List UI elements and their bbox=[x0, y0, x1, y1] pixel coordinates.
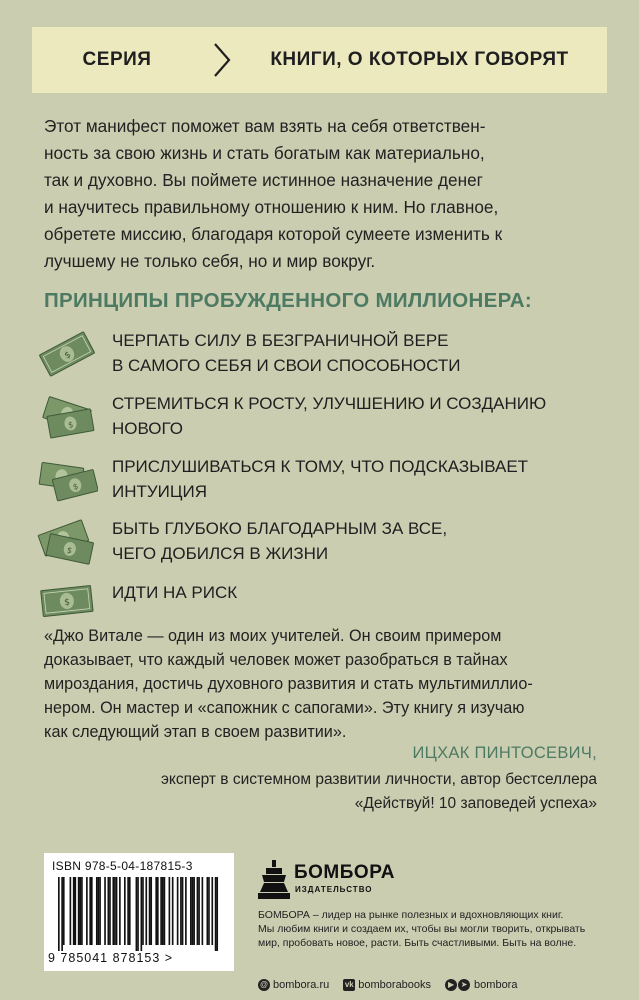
barcode-bar bbox=[129, 877, 131, 945]
principle-line: ЧЕГО ДОБИЛСЯ В ЖИЗНИ bbox=[112, 544, 329, 563]
barcode-bar bbox=[164, 877, 166, 945]
barcode-bar bbox=[63, 877, 65, 945]
barcode-bar bbox=[207, 877, 209, 945]
barcode bbox=[44, 853, 234, 971]
principle-item bbox=[36, 391, 606, 443]
barcode-bar bbox=[149, 877, 151, 945]
principle-line: ПРИСЛУШИВАТЬСЯ К ТОМУ, ЧТО ПОДСКАЗЫВАЕТ bbox=[112, 457, 529, 476]
barcode-bar bbox=[211, 877, 213, 945]
principle-line: ИНТУИЦИЯ bbox=[112, 482, 207, 501]
barcode-bar bbox=[190, 877, 192, 945]
barcode-bar bbox=[114, 877, 116, 945]
principles-title: ПРИНЦИПЫ ПРОБУЖДЕННОГО МИЛЛИОНЕРА: bbox=[44, 289, 533, 312]
principle-line: ЧЕРПАТЬ СИЛУ В БЕЗГРАНИЧНОЙ ВЕРЕ bbox=[112, 331, 449, 350]
barcode-bar bbox=[104, 877, 106, 945]
quote-line: «Джо Витале — один из моих учителей. Он своим примером bbox=[44, 627, 502, 645]
barcode-bar bbox=[157, 877, 159, 945]
dollar-bill-icon bbox=[36, 391, 98, 443]
barcode-bar bbox=[99, 877, 101, 945]
barcode-bar bbox=[145, 877, 147, 945]
barcode-bar bbox=[109, 877, 111, 945]
intro-line: лучшему не только себя, но и мир вокруг. bbox=[44, 251, 376, 271]
barcode-bar bbox=[79, 877, 81, 945]
barcode-bar bbox=[162, 877, 164, 945]
barcode-bar bbox=[89, 877, 91, 945]
chevron-right-icon bbox=[202, 40, 242, 80]
barcode-bar bbox=[61, 877, 63, 951]
principle-line: СТРЕМИТЬСЯ К РОСТУ, УЛУЧШЕНИЮ И СОЗДАНИЮ bbox=[112, 394, 547, 413]
barcode-bar bbox=[96, 877, 98, 945]
barcode-bar bbox=[127, 877, 129, 945]
social-other[interactable] bbox=[445, 979, 517, 991]
barcode-bar bbox=[98, 877, 100, 945]
publisher-subtitle: ИЗДАТЕЛЬСТВО bbox=[295, 885, 373, 894]
testimonial-quote bbox=[44, 624, 597, 744]
role-line: эксперт в системном развитии личности, автор бестселлера bbox=[160, 771, 597, 788]
principle-item bbox=[36, 516, 606, 568]
isbn-text: ISBN 978-5-04-187815-3 bbox=[52, 859, 193, 873]
barcode-bar bbox=[70, 877, 72, 945]
principle-line: БЫТЬ ГЛУБОКО БЛАГОДАРНЫМ ЗА ВСЕ, bbox=[112, 519, 448, 538]
site-label: bombora.ru bbox=[273, 979, 330, 991]
quote-author: ИЦХАК ПИНТОСЕВИЧ, bbox=[412, 744, 597, 762]
barcode-bar bbox=[198, 877, 200, 945]
bombora-logo-icon bbox=[258, 858, 290, 900]
barcode-bar bbox=[193, 877, 195, 945]
barcode-bar bbox=[81, 877, 83, 945]
barcode-bar bbox=[75, 877, 77, 945]
principle-line: В САМОГО СЕБЯ И СВОИ СПОСОБНОСТИ bbox=[112, 356, 461, 375]
intro-line: так и духовно. Вы поймете истинное назначение денег bbox=[44, 170, 483, 190]
publisher-description bbox=[258, 908, 588, 950]
principle-item bbox=[36, 328, 606, 380]
barcode-bar bbox=[141, 877, 143, 951]
principle-item bbox=[36, 454, 606, 506]
barcode-bar bbox=[215, 877, 217, 951]
barcode-bar bbox=[73, 877, 75, 945]
barcode-bar bbox=[197, 877, 199, 945]
svg-text:$: $ bbox=[72, 481, 80, 492]
barcode-bar bbox=[142, 877, 144, 945]
quote-line: мироздания, достичь духовного развития и стать мультимиллио- bbox=[44, 675, 533, 693]
dollar-bill-icon bbox=[36, 328, 98, 380]
desc-line: Мы любим книги и создаем их, чтобы вы могли творить, открывать bbox=[258, 923, 586, 935]
social-site[interactable] bbox=[258, 979, 329, 991]
social-vk[interactable] bbox=[343, 979, 431, 991]
barcode-bar bbox=[216, 877, 218, 951]
social-links bbox=[258, 979, 531, 991]
barcode-bar bbox=[108, 877, 110, 945]
barcode-bar bbox=[78, 877, 80, 945]
barcode-bar bbox=[116, 877, 118, 945]
vk-label: bomborabooks bbox=[358, 979, 432, 991]
quote-author-role bbox=[44, 768, 597, 816]
dollar-bill-icon bbox=[36, 576, 98, 628]
barcode-bar bbox=[150, 877, 152, 945]
intro-line: обретете миссию, благодаря которой сумеете изменить к bbox=[44, 224, 503, 244]
principle-line: НОВОГО bbox=[112, 419, 183, 438]
barcode-bar bbox=[124, 877, 126, 945]
barcode-bar bbox=[185, 877, 187, 945]
quote-line: нером. Он мастер и «сапожник с сапогами». Эту книгу я изучаю bbox=[44, 699, 525, 717]
vk-icon: vk bbox=[344, 980, 354, 989]
barcode-bar bbox=[169, 877, 171, 945]
quote-line: как следующий этап в своем развитии». bbox=[44, 723, 347, 741]
svg-text:$: $ bbox=[67, 420, 75, 430]
barcode-bar bbox=[91, 877, 93, 945]
desc-line: БОМБОРА – лидер на рынке полезных и вдохновляющих книг. bbox=[258, 909, 564, 921]
other-label: bombora bbox=[474, 979, 518, 991]
desc-line: мир, пробовать новое, расти. Быть счастливыми. Быть на волне. bbox=[258, 937, 577, 949]
barcode-bar bbox=[182, 877, 184, 945]
dollar-bill-icon bbox=[36, 454, 98, 506]
telegram-icon: ➤ bbox=[458, 979, 470, 991]
role-line: «Действуй! 10 заповедей успеха» bbox=[354, 795, 597, 812]
barcode-bar bbox=[58, 877, 60, 951]
intro-line: и научитесь правильному отношению к ним. Но главное, bbox=[44, 197, 499, 217]
principle-line: ИДТИ НА РИСК bbox=[112, 583, 238, 602]
intro-line: Этот манифест поможет вам взять на себя ответствен- bbox=[44, 116, 486, 136]
barcode-bar bbox=[119, 877, 121, 945]
dollar-bill-icon bbox=[36, 516, 98, 568]
svg-text:$: $ bbox=[66, 545, 73, 556]
barcode-bars bbox=[58, 877, 223, 951]
barcode-bar bbox=[112, 877, 114, 945]
barcode-digits: 9 785041 878153 > bbox=[48, 951, 174, 965]
series-name: КНИГИ, О КОТОРЫХ ГОВОРЯТ bbox=[270, 49, 569, 70]
quote-line: доказывает, что каждый человек может разобраться в тайнах bbox=[44, 651, 508, 669]
barcode-bar bbox=[136, 877, 138, 951]
barcode-bar bbox=[177, 877, 179, 945]
intro-line: ность за свою жизнь и стать богатым как материально, bbox=[44, 143, 485, 163]
barcode-bar bbox=[192, 877, 194, 945]
principle-item bbox=[36, 576, 606, 628]
series-bar bbox=[32, 27, 607, 93]
series-label: СЕРИЯ bbox=[82, 49, 152, 70]
barcode-bar bbox=[172, 877, 174, 945]
barcode-bar bbox=[86, 877, 88, 945]
barcode-bar bbox=[155, 877, 157, 945]
barcode-bar bbox=[202, 877, 204, 945]
at-icon: @ bbox=[258, 979, 270, 991]
intro-paragraph bbox=[44, 113, 597, 275]
svg-text:$: $ bbox=[63, 597, 71, 609]
svg-text:$: $ bbox=[63, 350, 73, 362]
barcode-bar bbox=[160, 877, 162, 945]
publisher-name: БОМБОРА bbox=[294, 862, 395, 883]
barcode-bar bbox=[137, 877, 139, 951]
barcode-bar bbox=[208, 877, 210, 945]
barcode-bar bbox=[180, 877, 182, 945]
youtube-icon: ▶ bbox=[445, 979, 457, 991]
